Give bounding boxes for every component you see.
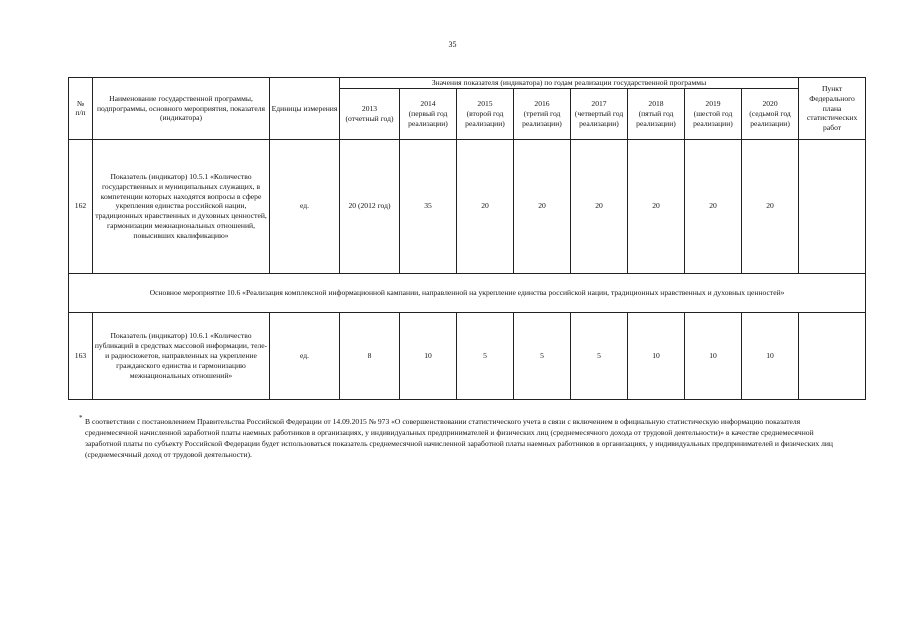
header-unit: Единицы измерения bbox=[270, 78, 340, 140]
row-value: 20 bbox=[514, 139, 571, 273]
row-value: 20 bbox=[685, 139, 742, 273]
header-name: Наименование государственной программы, подпрограммы, основного мероприятия, показателя (индикатора) bbox=[93, 78, 270, 140]
row-plan bbox=[799, 312, 866, 399]
header-year: 2019 (шестой год реализации) bbox=[685, 88, 742, 139]
page-number: 35 bbox=[448, 40, 457, 49]
header-year: 2018 (пятый год реализации) bbox=[628, 88, 685, 139]
header-num: № п/п bbox=[69, 78, 93, 140]
table-row bbox=[69, 139, 866, 273]
row-value: 20 bbox=[571, 139, 628, 273]
row-num: 162 bbox=[69, 139, 93, 273]
row-value: 20 bbox=[457, 139, 514, 273]
row-value: 20 (2012 год) bbox=[340, 139, 400, 273]
row-unit: ед. bbox=[270, 139, 340, 273]
header-year: 2017 (четвертый год реализации) bbox=[571, 88, 628, 139]
row-value: 5 bbox=[514, 312, 571, 399]
row-value: 35 bbox=[400, 139, 457, 273]
row-value: 5 bbox=[457, 312, 514, 399]
header-values-title: Значения показателя (индикатора) по годам реализации государственной программы bbox=[340, 78, 799, 89]
row-plan bbox=[799, 139, 866, 273]
header-year: 2015 (второй год реализации) bbox=[457, 88, 514, 139]
row-value: 8 bbox=[340, 312, 400, 399]
table-row bbox=[69, 312, 866, 399]
section-title: Основное мероприятие 10.6 «Реализация комплексной информационной кампании, направленной на укрепление единства российской нации, традиционных нравственных и духовных ценностей» bbox=[69, 273, 866, 312]
section-row bbox=[69, 273, 866, 312]
header-year: 2020 (седьмой год реализации) bbox=[742, 88, 799, 139]
header-year: 2016 (третий год реализации) bbox=[514, 88, 571, 139]
row-unit: ед. bbox=[270, 312, 340, 399]
row-value: 20 bbox=[742, 139, 799, 273]
indicator-table bbox=[68, 77, 866, 400]
footnote-text: В соответствии с постановлением Правительства Российской Федерации от 14.09.2015 № 973 «О совершенствовании статистического учета в связи с включением в официальную статистическую информацию показателя среднемесячной начисленной заработной платы наемных работников в организациях, у индивидуальных предпринимателей и физических лиц (среднемесячного дохода от трудовой деятельности)» в качестве среднемесячной заработной платы по субъекту Российской Федерации будет использоваться показатель среднемесячной начисленной заработной платы наемных работников в организациях, у индивидуальных предпринимателей и физических лиц (среднемесячный доход от трудовой деятельности). bbox=[85, 417, 833, 459]
row-value: 5 bbox=[571, 312, 628, 399]
row-value: 20 bbox=[628, 139, 685, 273]
footnote-mark: * bbox=[79, 414, 83, 422]
row-value: 10 bbox=[628, 312, 685, 399]
header-plan: Пункт Федерального плана статистических работ bbox=[799, 78, 866, 140]
header-row-1 bbox=[69, 78, 866, 89]
row-name: Показатель (индикатор) 10.5.1 «Количество государственных и муниципальных служащих, в компетенции которых находятся вопросы в сфере укрепления единства российской нации, традиционных нравственных и духовных ценностей, гармонизации межнациональных отношений, повысивших квалификацию» bbox=[93, 139, 270, 273]
row-value: 10 bbox=[742, 312, 799, 399]
footnote bbox=[79, 414, 845, 460]
row-value: 10 bbox=[400, 312, 457, 399]
header-year: 2013 (отчетный год) bbox=[340, 88, 400, 139]
header-year: 2014 (первый год реализации) bbox=[400, 88, 457, 139]
row-num: 163 bbox=[69, 312, 93, 399]
row-value: 10 bbox=[685, 312, 742, 399]
row-name: Показатель (индикатор) 10.6.1 «Количество публикаций в средствах массовой информации, теле- и радиосюжетов, направленных на укрепление гражданского единства и гармонизацию межнациональных отношений» bbox=[93, 312, 270, 399]
